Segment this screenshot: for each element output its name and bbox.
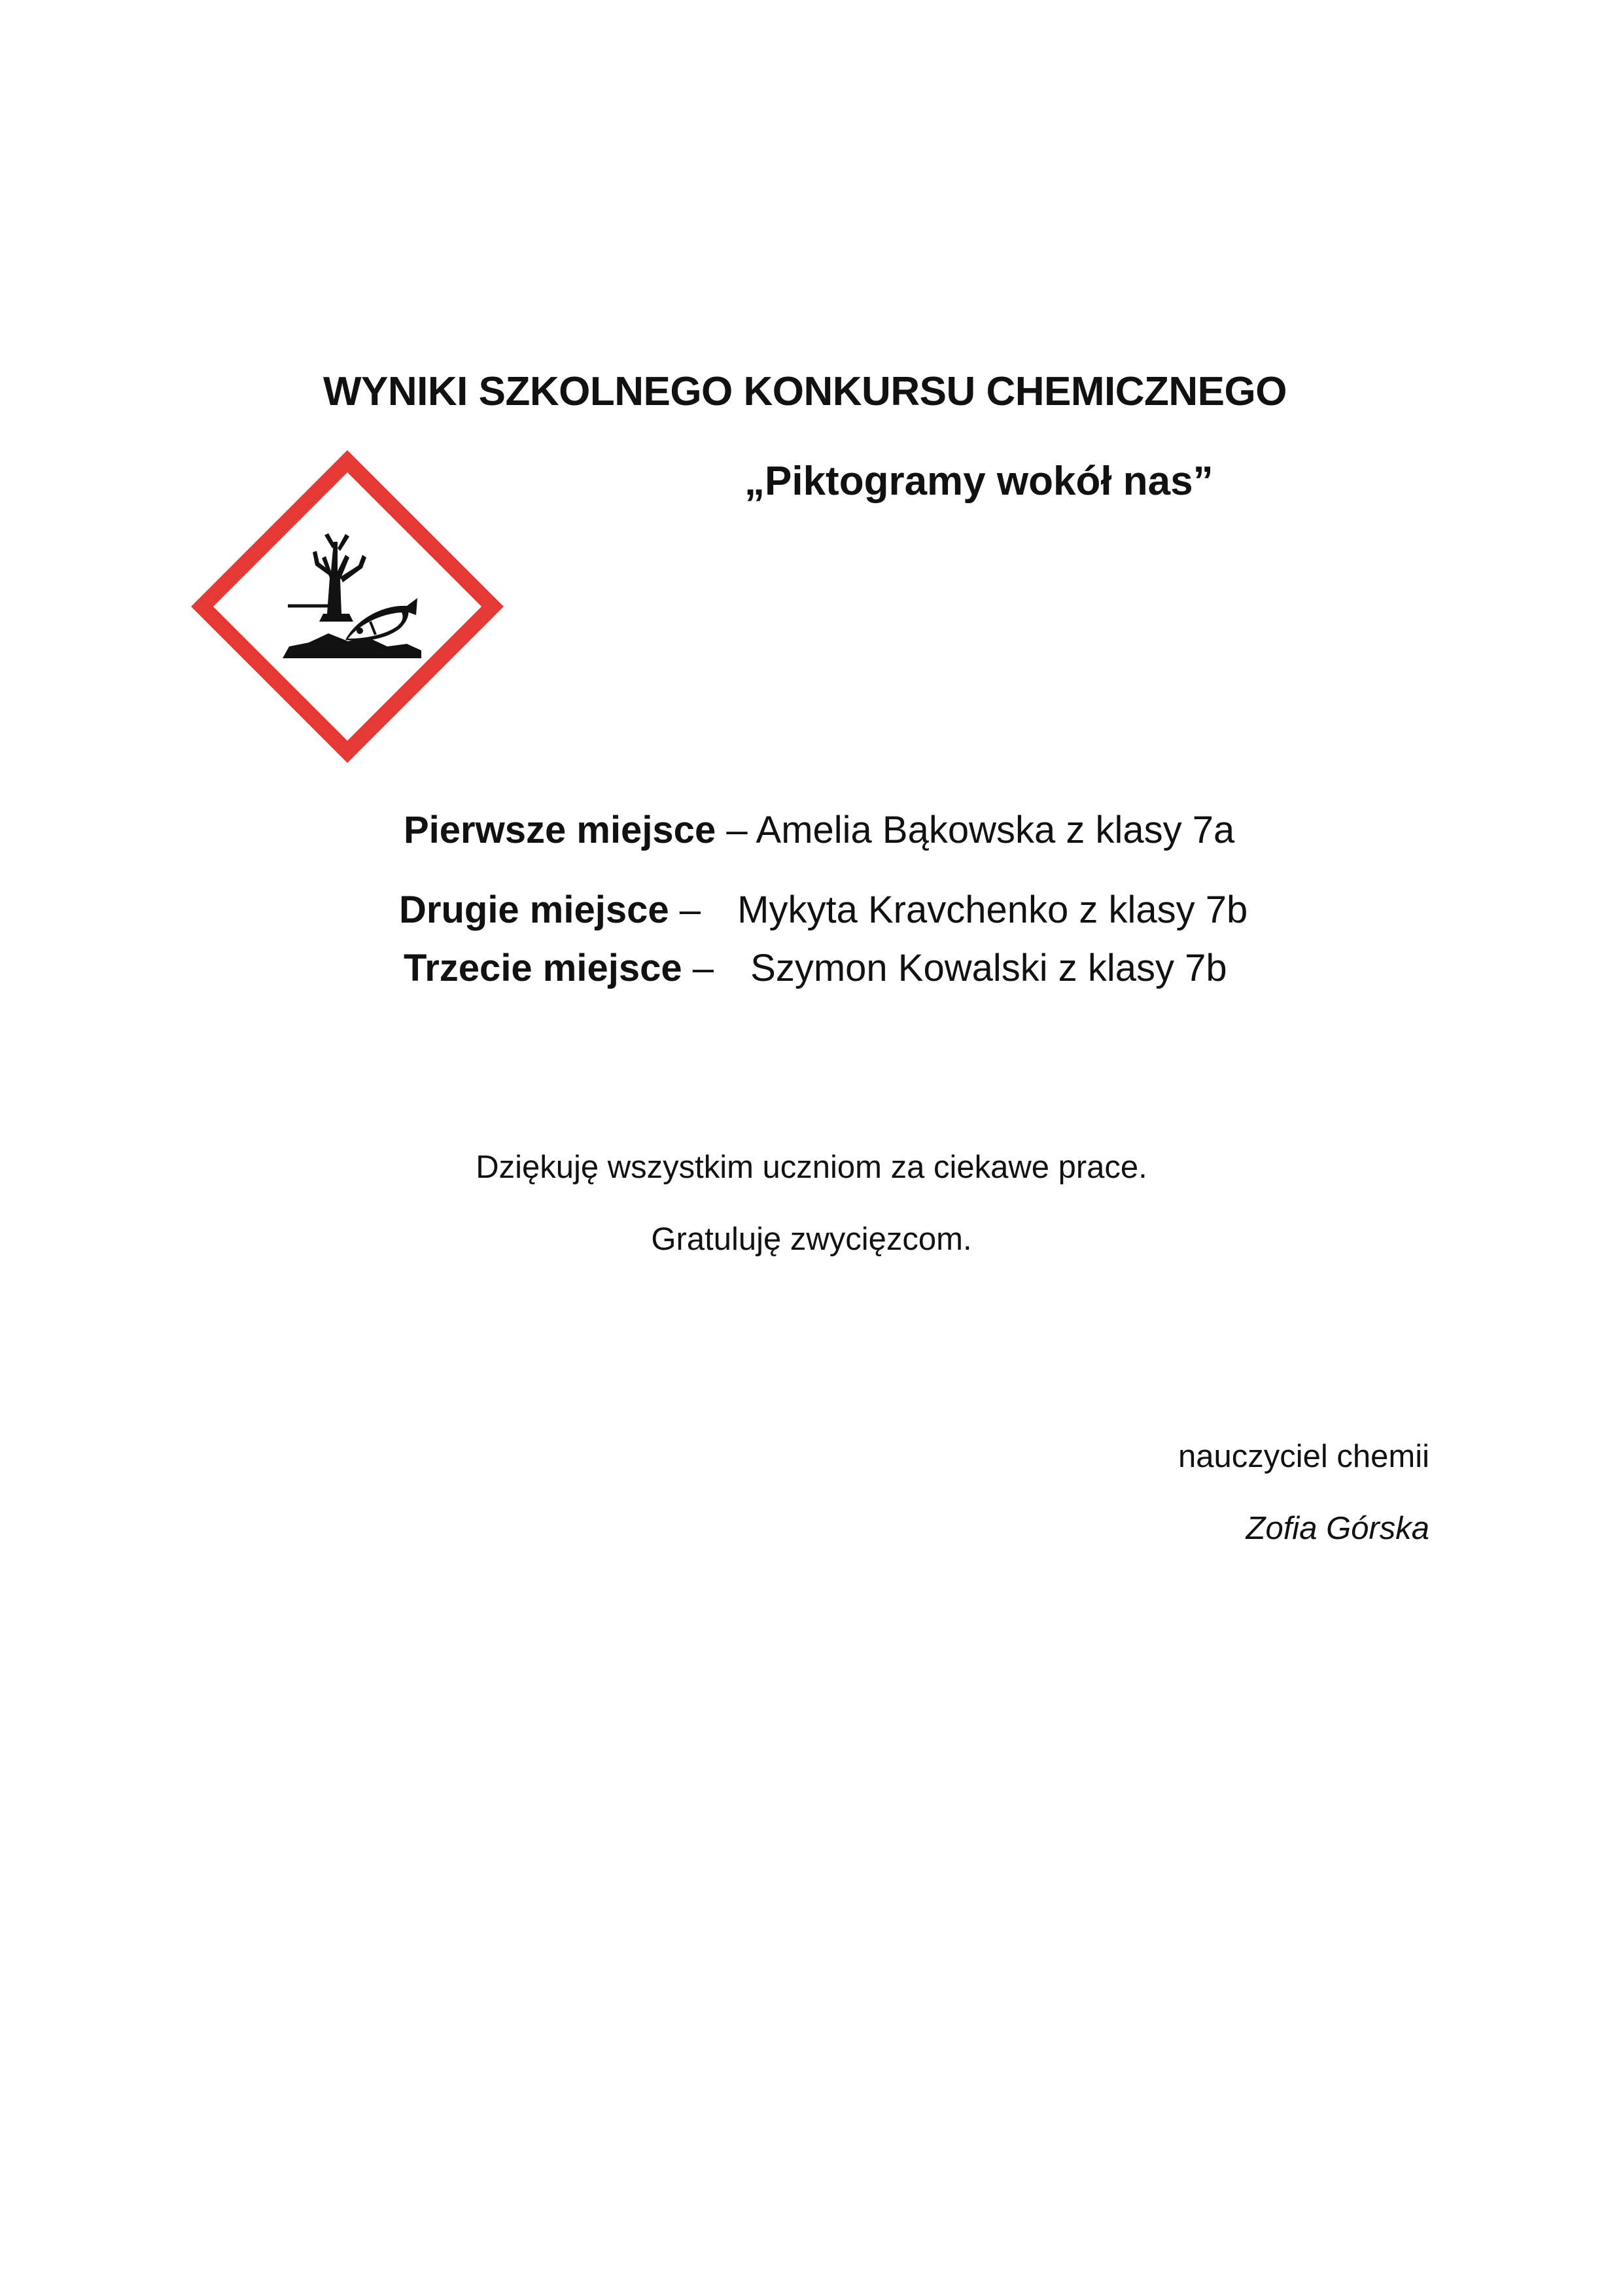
- congratulations-line: Gratuluję zwycięzcom.: [651, 1222, 972, 1257]
- result-label: Trzecie miejsce: [404, 947, 682, 989]
- environment-hazard-icon: [191, 450, 504, 763]
- thanks-line: Dziękuję wszystkim uczniom za ciekawe prace.: [476, 1150, 1147, 1185]
- result-winner: Mykyta Kravchenko z klasy 7b: [737, 889, 1248, 931]
- result-label: Pierwsze miejsce: [404, 809, 716, 851]
- page-title: WYNIKI SZKOLNEGO KONKURSU CHEMICZNEGO: [323, 369, 1287, 414]
- result-winner: Szymon Kowalski z klasy 7b: [750, 947, 1227, 989]
- result-second-place: [399, 888, 1248, 932]
- result-first-place: [404, 808, 1234, 852]
- result-label: Drugie miejsce: [399, 889, 669, 931]
- result-winner: Amelia Bąkowska z klasy 7a: [756, 809, 1235, 851]
- signature-role: nauczyciel chemii: [1178, 1439, 1429, 1474]
- page-subtitle: „Piktogramy wokół nas”: [744, 459, 1213, 504]
- signature-name: Zofia Górska: [1246, 1511, 1429, 1546]
- result-third-place: [404, 946, 1227, 990]
- result-dash: –: [692, 947, 714, 989]
- result-dash: –: [726, 809, 748, 851]
- result-dash: –: [679, 889, 701, 931]
